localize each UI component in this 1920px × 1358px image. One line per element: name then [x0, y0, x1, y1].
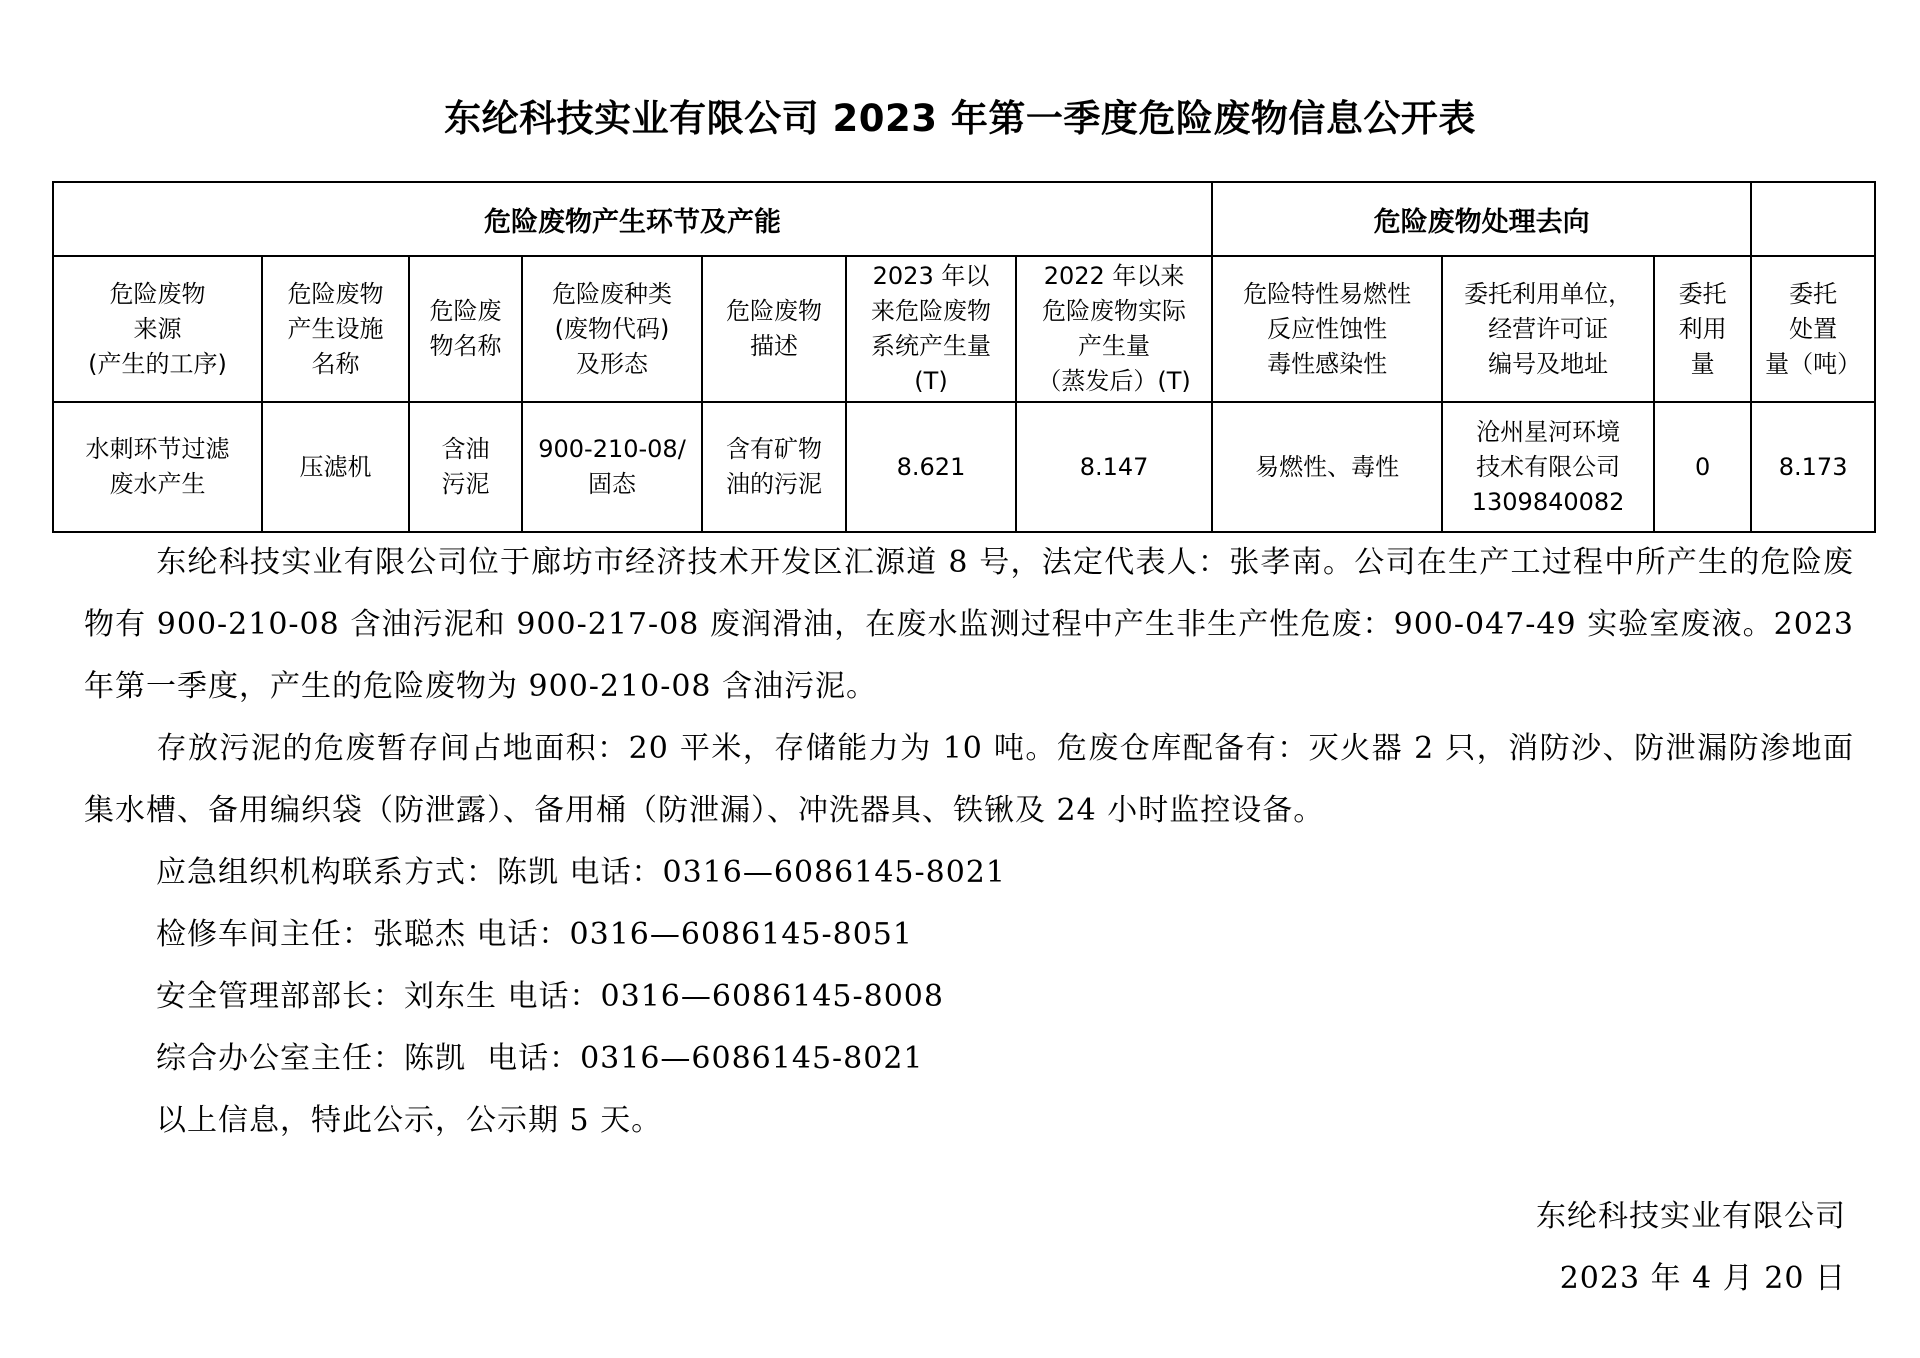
column-header-contractor: 委托利用单位， 经营许可证 编号及地址: [1442, 256, 1654, 402]
signature-date: 2023 年 4 月 20 日: [1559, 1261, 1846, 1296]
column-header-waste-code: 危险废种类 (废物代码) 及形态: [522, 256, 702, 402]
column-header-hazard-properties: 危险特性易燃性 反应性蚀性 毒性感染性: [1212, 256, 1442, 402]
cell-description: 含有矿物 油的污泥: [702, 402, 846, 532]
company-info-text: 东纶科技实业有限公司位于廊坊市经济技术开发区汇源道 8 号，法定代表人：张孝南。公司在生产工过程中所产生的危险废物有 900-210-08 含油污泥和 900-217-08 废润滑油，在废水监测过程中产生非生产性危废：900-047-49 实验室废液。2023 年第一季度，产生的危险废物为 900-210-08 含油污泥。: [84, 545, 1854, 704]
contact-safety: 安全管理部部长：刘东生 电话：0316—6086145-8008: [156, 979, 944, 1014]
column-header-facility: 危险废物 产生设施 名称: [262, 256, 409, 402]
cell-waste-code: 900-210-08/ 固态: [522, 402, 702, 532]
cell-hazard-properties: 易燃性、毒性: [1212, 402, 1442, 532]
hazardous-waste-table: [52, 181, 1876, 533]
company-info-paragraph: [84, 532, 1854, 718]
column-header-disposed-amount: 委托 处置 量（吨）: [1751, 256, 1875, 402]
closing-notice: 以上信息，特此公示，公示期 5 天。: [156, 1103, 663, 1138]
column-header-source: 危险废物 来源 (产生的工序): [53, 256, 262, 402]
column-header-description: 危险废物 描述: [702, 256, 846, 402]
page-title: 东纶科技实业有限公司 2023 年第一季度危险废物信息公开表: [444, 97, 1476, 140]
table-group-header-row: [53, 182, 1875, 256]
column-header-waste-name: 危险废 物名称: [409, 256, 522, 402]
column-header-system-amount-2023: 2023 年以 来危险废物 系统产生量 (T): [846, 256, 1016, 402]
column-header-actual-amount-2022: 2022 年以来 危险废物实际 产生量 （蒸发后）(T): [1016, 256, 1212, 402]
group-header-blank: [1751, 182, 1875, 256]
column-header-utilized-amount: 委托 利用 量: [1654, 256, 1751, 402]
group-header-disposal: 危险废物处理去向: [1212, 182, 1751, 256]
group-header-production: 危险废物产生环节及产能: [53, 182, 1212, 256]
contact-emergency: 应急组织机构联系方式：陈凯 电话：0316—6086145-8021: [156, 855, 1006, 890]
cell-actual-amount-2022: 8.147: [1016, 402, 1212, 532]
storage-info-paragraph: [84, 718, 1854, 842]
cell-disposed-amount: 8.173: [1751, 402, 1875, 532]
cell-system-amount-2023: 8.621: [846, 402, 1016, 532]
signature-company: 东纶科技实业有限公司: [1536, 1199, 1846, 1234]
contact-office: 综合办公室主任：陈凯 电话：0316—6086145-8021: [156, 1041, 924, 1076]
table-column-header-row: [53, 256, 1875, 402]
cell-utilized-amount: 0: [1654, 402, 1751, 532]
contact-maintenance: 检修车间主任：张聪杰 电话：0316—6086145-8051: [156, 917, 913, 952]
cell-source: 水刺环节过滤 废水产生: [53, 402, 262, 532]
cell-facility: 压滤机: [262, 402, 409, 532]
cell-waste-name: 含油 污泥: [409, 402, 522, 532]
storage-info-text: 存放污泥的危废暂存间占地面积：20 平米，存储能力为 10 吨。危废仓库配备有：灭火器 2 只，消防沙、防泄漏防渗地面集水槽、备用编织袋（防泄露）、备用桶（防泄漏）、冲洗器具、铁锹及 24 小时监控设备。: [84, 731, 1854, 828]
cell-contractor: 沧州星河环境 技术有限公司 1309840082: [1442, 402, 1654, 532]
table-row: [53, 402, 1875, 532]
